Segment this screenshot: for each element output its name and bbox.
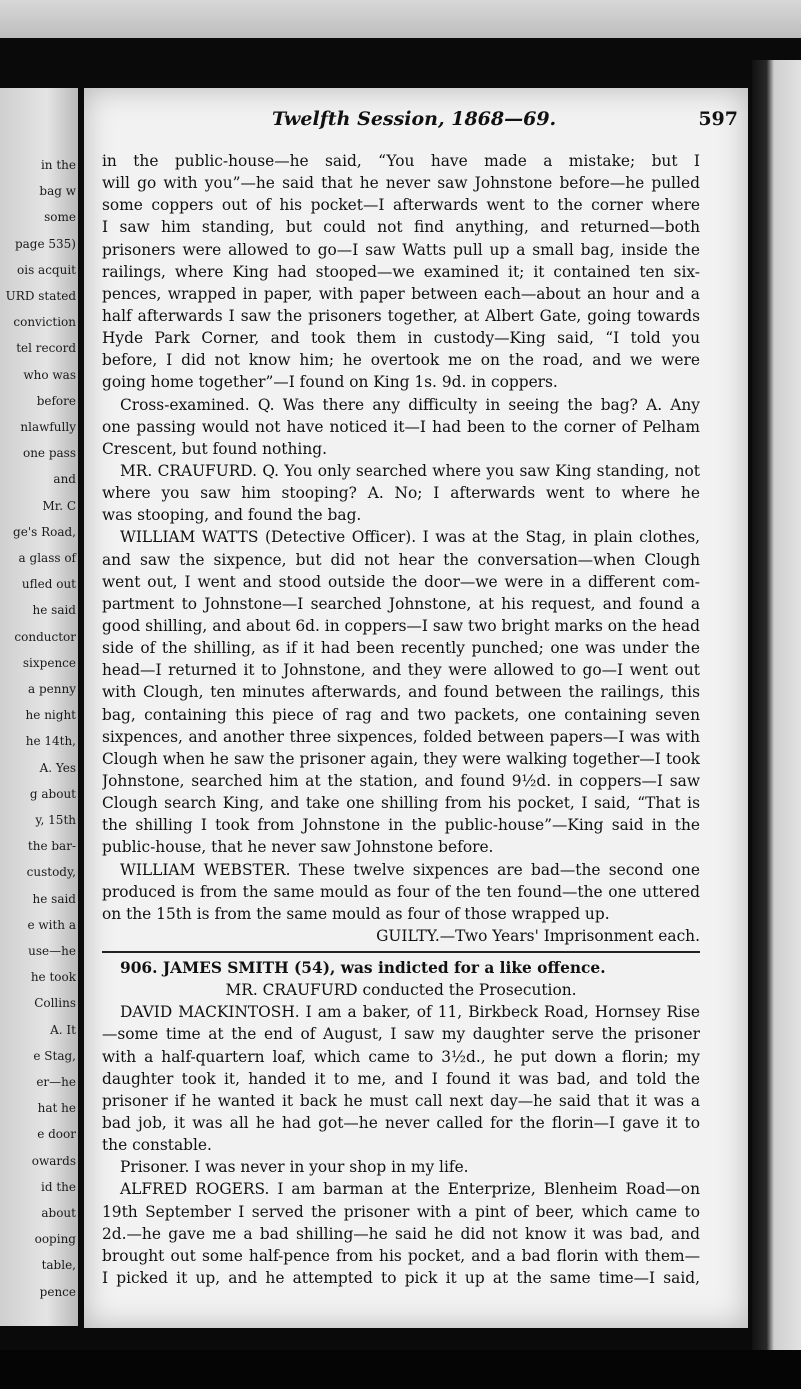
text-line: in the public-house—he said, “You have made a mistake; but I bbox=[102, 152, 700, 170]
text-line: prisoners were allowed to go—I saw Watts pull up a small bag, inside the bbox=[102, 240, 700, 259]
left-page-text-fragment: e Stag, bbox=[33, 1048, 76, 1063]
left-page-text-fragment: he said bbox=[32, 891, 76, 906]
prosecution-line: MR. CRAUFURD conducted the Prosecution. bbox=[225, 981, 577, 1000]
text-line: DAVID MACKINTOSH. I am a baker, of 11, Birkbeck Road, Hornsey Rise bbox=[120, 1003, 700, 1022]
left-page-text-fragment: he took bbox=[30, 970, 76, 985]
text-line: Prisoner. I was never in your shop in my life. bbox=[120, 1158, 469, 1177]
left-page-text-fragment: sixpence bbox=[22, 655, 76, 670]
text-line: public-house, that he never saw Johnstone before. bbox=[102, 838, 494, 857]
left-page-text-fragment: er—he bbox=[36, 1075, 76, 1089]
text-line: brought out some half-pence from his pocket, and a bad florin with them— bbox=[102, 1246, 700, 1265]
left-page-text-fragment: g about bbox=[29, 786, 76, 801]
text-line: Clough search King, and take one shilling from his pocket, I said, “That is bbox=[102, 794, 700, 813]
text-line: 19th September I served the prisoner with a pint of beer, which came to bbox=[102, 1202, 700, 1221]
second-case-paragraphs bbox=[102, 1001, 700, 1289]
book-edge bbox=[752, 60, 801, 1350]
left-page-text-fragment: nlawfully bbox=[20, 420, 76, 434]
text-line: —some time at the end of August, I saw my daughter serve the prisoner bbox=[102, 1025, 700, 1044]
text-line: some coppers out of his pocket—I afterwards went to the corner where bbox=[102, 196, 700, 215]
text-line: Cross-examined. Q. Was there any difficulty in seeing the bag? A. Any bbox=[120, 395, 700, 414]
left-page-text-fragment: and bbox=[53, 472, 76, 487]
left-page-text-fragment: ois acquit bbox=[17, 262, 76, 277]
scanner-bottom-band bbox=[0, 1350, 801, 1389]
left-page-text-fragment: ooping bbox=[34, 1232, 76, 1247]
left-page-text-fragment: he 14th, bbox=[25, 734, 76, 749]
left-page-text-fragment: page 535) bbox=[14, 236, 76, 251]
left-page-text-fragment: A. It bbox=[50, 1022, 76, 1037]
text-line: where you saw him stooping? A. No; I afterwards went to where he bbox=[102, 484, 700, 503]
text-line: with a half-quartern loaf, which came to 3½d., he put down a florin; my bbox=[102, 1047, 700, 1066]
text-line: produced is from the same mould as four of the ten found—the one uttered bbox=[102, 882, 700, 901]
text-line: half afterwards I saw the prisoners together, at Albert Gate, going towards bbox=[102, 306, 700, 325]
left-page-text-fragment: in the bbox=[40, 158, 76, 172]
left-page-text-fragment: Mr. C bbox=[42, 498, 76, 513]
text-line: GUILTY.—Two Years' Imprisonment each. bbox=[376, 926, 700, 945]
page-text bbox=[102, 150, 700, 1289]
left-page-text-fragment: owards bbox=[31, 1153, 76, 1168]
left-page-text-fragment: a glass of bbox=[18, 551, 76, 565]
body-paragraphs bbox=[102, 150, 700, 947]
text-line: will go with you”—he said that he never saw Johnstone before—he pulled bbox=[102, 174, 700, 193]
left-page-text-fragment: hat he bbox=[37, 1101, 76, 1116]
book-page bbox=[84, 88, 748, 1328]
left-page-text-fragment: bag w bbox=[39, 184, 76, 199]
left-page-text-fragment: conviction bbox=[13, 315, 76, 330]
left-page-text-fragment: URD stated bbox=[5, 289, 76, 303]
text-line: pences, wrapped in paper, with paper between each—about an hour and a bbox=[102, 284, 700, 303]
text-line: bad job, it was all he had got—he never called for the florin—I gave it to bbox=[102, 1114, 700, 1133]
left-page-text-fragment: tel record bbox=[16, 341, 76, 356]
text-line: the shilling I took from Johnstone in the public-house”—King said in the bbox=[102, 816, 700, 835]
text-line: head—I returned it to Johnstone, and they were allowed to go—I went out bbox=[102, 661, 700, 680]
case-heading: 906. JAMES SMITH (54), was indicted for a like offence. bbox=[120, 959, 606, 978]
left-page-text-fragment: e with a bbox=[27, 917, 76, 932]
left-page-text-fragment: who was bbox=[23, 367, 76, 382]
left-page-text-fragment: the bar- bbox=[27, 839, 76, 854]
text-line: partment to Johnstone—I searched Johnstone, at his request, and found a bbox=[102, 594, 700, 613]
left-page-text-fragment: e door bbox=[37, 1127, 76, 1142]
text-line: before, I did not know him; he overtook me on the road, and we were bbox=[102, 351, 700, 370]
running-head bbox=[84, 108, 748, 132]
text-line: Clough when he saw the prisoner again, they were walking together—I took bbox=[102, 749, 700, 768]
left-page-text-fragment: y, 15th bbox=[35, 813, 76, 827]
text-line: I picked it up, and he attempted to pick it up at the same time—I said, bbox=[102, 1269, 700, 1288]
left-page-text-fragment: Collins bbox=[34, 996, 76, 1011]
left-page-text-fragment: he night bbox=[25, 708, 76, 723]
text-line: side of the shilling, as if it had been recently punched; one was under the bbox=[102, 639, 700, 658]
text-line: and saw the sixpence, but did not hear the conversation—when Clough bbox=[102, 550, 700, 569]
text-line: Crescent, but found nothing. bbox=[102, 439, 327, 458]
left-page-text-fragment: ufled out bbox=[21, 577, 76, 592]
left-page-text-fragment: custody, bbox=[26, 865, 76, 880]
text-line: bag, containing this piece of rag and two packets, one containing seven bbox=[102, 705, 700, 724]
left-page-text-fragment: conductor bbox=[14, 629, 76, 644]
section-divider bbox=[102, 951, 700, 953]
text-line: daughter took it, handed it to me, and I found it was bad, and told the bbox=[102, 1069, 700, 1088]
text-line: went out, I went and stood outside the door—we were in a different com- bbox=[102, 572, 700, 591]
text-line: railings, where King had stooped—we examined it; it contained ten six- bbox=[102, 262, 700, 281]
left-page-text-fragment: use—he bbox=[28, 944, 76, 958]
text-line: good shilling, and about 6d. in coppers—I saw two bright marks on the head bbox=[102, 616, 700, 635]
text-line: prisoner if he wanted it back he must call next day—he said that it was a bbox=[102, 1091, 700, 1110]
left-page-text-fragment: a penny bbox=[28, 682, 76, 696]
text-line: with Clough, ten minutes afterwards, and found between the railings, this bbox=[102, 683, 700, 702]
left-page-text-fragment: ge's Road, bbox=[13, 524, 76, 539]
text-line: Johnstone, searched him at the station, and found 9½d. in coppers—I saw bbox=[102, 771, 700, 790]
text-line: Hyde Park Corner, and took them in custody—King said, “I told you bbox=[102, 329, 700, 348]
text-line: going home together”—I found on King 1s. 9d. in coppers. bbox=[102, 373, 558, 392]
text-line: I saw him standing, but could not find anything, and returned—both bbox=[102, 218, 700, 237]
left-page-text-fragment: table, bbox=[41, 1258, 76, 1273]
text-line: one passing would not have noticed it—I had been to the corner of Pelham bbox=[102, 417, 700, 436]
left-page-text-fragment: one pass bbox=[22, 446, 76, 461]
text-line: the constable. bbox=[102, 1136, 212, 1155]
left-page-text-fragment: A. Yes bbox=[39, 760, 76, 775]
running-title: Twelfth Session, 1868—69. bbox=[272, 108, 557, 130]
text-line: on the 15th is from the same mould as four of those wrapped up. bbox=[102, 904, 610, 923]
left-page-text-fragment: before bbox=[36, 393, 76, 408]
text-line: MR. CRAUFURD. Q. You only searched where you saw King standing, not bbox=[120, 461, 700, 480]
text-line: 2d.—he gave me a bad shilling—he said he did not know it was bad, and bbox=[102, 1224, 700, 1243]
left-page-text-fragment: some bbox=[44, 210, 76, 225]
text-line: WILLIAM WATTS (Detective Officer). I was at the Stag, in plain clothes, bbox=[120, 528, 700, 547]
text-line: WILLIAM WEBSTER. These twelve sixpences are bad—the second one bbox=[120, 860, 700, 879]
text-line: ALFRED ROGERS. I am barman at the Enterprize, Blenheim Road—on bbox=[120, 1180, 700, 1199]
left-page-text-fragment: id the bbox=[41, 1179, 76, 1194]
page-number: 597 bbox=[698, 108, 738, 130]
left-page-text-fragment: pence bbox=[39, 1284, 76, 1299]
left-page-text-fragment: about bbox=[41, 1206, 76, 1220]
scanner-top-strip bbox=[0, 0, 801, 38]
text-line: sixpences, and another three sixpences, folded between papers—I was with bbox=[102, 727, 700, 746]
text-line: was stooping, and found the bag. bbox=[102, 506, 362, 525]
left-page-text-fragment: he said bbox=[32, 603, 76, 618]
adjacent-page-fragment bbox=[0, 88, 78, 1326]
